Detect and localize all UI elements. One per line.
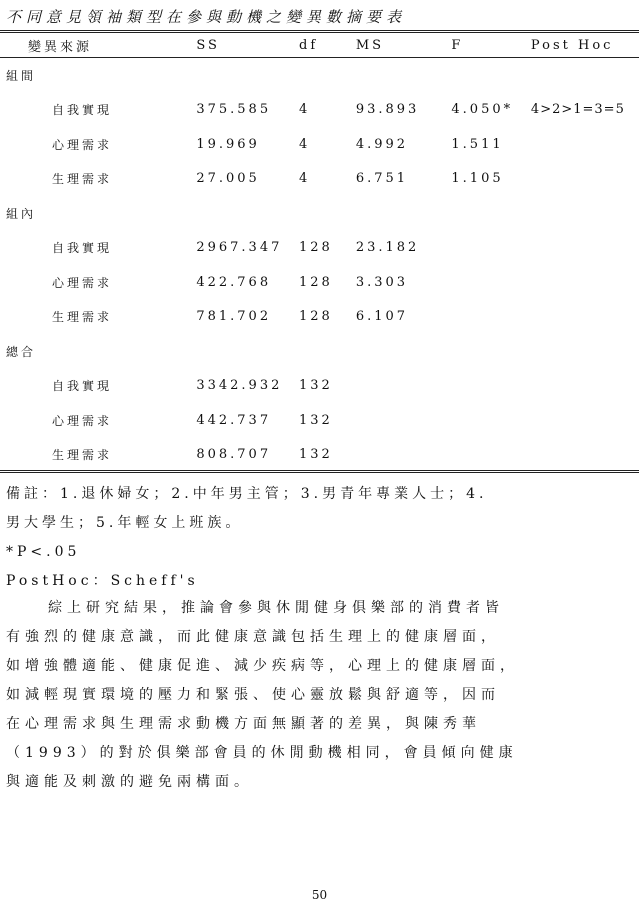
cell-f [451,438,531,473]
cell-f: 1.511 [451,136,504,152]
cell-ss: 27.005 [196,171,260,187]
table-row [0,300,639,335]
cell-posthoc [531,127,639,162]
paragraph-line: 綜上研究結果，推論會參與休閒健身俱樂部的消費者皆 [48,600,504,616]
paragraph-line: 與適能及刺激的避免兩構面。 [6,774,253,790]
table-row [0,231,639,266]
paragraph-line: 在心理需求與生理需求動機方面無顯著的差異，與陳秀華 [6,716,481,732]
row-label: 心理需求 [52,275,113,290]
header-source: 變異來源 [28,39,93,55]
table-title: 不同意見領袖類型在參與動機之變異數摘要表 [6,8,407,26]
cell-posthoc [531,265,639,300]
cell-ss: 808.707 [196,447,272,463]
body-paragraph [6,594,636,797]
table-header-row [0,32,639,58]
cell-posthoc [531,300,639,335]
group-label: 組內 [6,206,37,221]
table-row [0,438,639,473]
table-row [0,93,639,128]
cell-df: 4 [299,102,311,118]
table-row [0,127,639,162]
cell-posthoc [531,162,639,197]
paragraph-line: 有強烈的健康意識，而此健康意識包括生理上的健康層面， [6,629,500,645]
cell-ss: 19.969 [196,136,260,152]
cell-ms [356,369,452,404]
cell-df: 128 [299,274,333,290]
table-row [0,265,639,300]
group-row [0,334,639,369]
cell-df: 128 [299,240,333,256]
paragraph-line: （1993）的對於俱樂部會員的休閒動機相同，會員傾向健康 [6,745,518,761]
cell-f [451,403,531,438]
cell-df: 128 [299,309,333,325]
cell-f [451,300,531,335]
cell-posthoc [531,438,639,473]
cell-ms: 3.303 [355,274,409,290]
group-label: 組間 [6,68,37,83]
cell-ms [356,403,452,438]
row-label: 心理需求 [52,413,113,428]
cell-df: 4 [299,136,311,152]
group-row [0,58,639,93]
cell-ms [356,438,452,473]
cell-ss: 422.768 [196,274,272,290]
cell-f [451,369,531,404]
cell-df: 4 [299,171,311,187]
cell-df: 132 [299,378,333,394]
header-ms: MS [355,37,385,53]
note-line-2: 男大學生；5.年輕女上班族。 [6,515,244,531]
significance-note: *P<.05 [6,544,81,560]
cell-posthoc [531,369,639,404]
cell-df: 132 [299,412,333,428]
header-ss: SS [196,37,220,53]
table-notes [6,480,636,596]
cell-df: 132 [299,447,333,463]
cell-ms: 23.182 [355,240,420,256]
cell-ms: 93.893 [355,102,420,118]
cell-f: 4.050* [451,102,514,118]
table-row [0,403,639,438]
row-label: 自我實現 [52,379,113,394]
table-row [0,369,639,404]
anova-table [0,32,639,472]
table-row [0,162,639,197]
row-label: 生理需求 [52,448,113,463]
row-label: 生理需求 [52,310,113,325]
cell-ss: 2967.347 [196,240,283,256]
cell-ss: 442.737 [196,412,272,428]
header-df: df [299,37,319,53]
cell-ss: 781.702 [196,309,272,325]
cell-posthoc [531,231,639,266]
paragraph-line: 如減輕現實環境的壓力和緊張、使心靈放鬆與舒適等，因而 [6,687,500,703]
group-row [0,196,639,231]
cell-f: 1.105 [451,171,504,187]
cell-ss: 3342.932 [196,378,283,394]
posthoc-note: PostHoc：Scheff's [6,573,199,589]
note-line-1: 備註：1.退休婦女；2.中年男主管；3.男青年專業人士；4. [6,486,488,502]
table-bottom-rule [0,470,639,473]
paragraph-line: 如增強體適能、健康促進、減少疾病等，心理上的健康層面， [6,658,519,674]
cell-ms: 6.751 [355,171,409,187]
group-label: 總合 [6,344,37,359]
row-label: 自我實現 [52,241,113,256]
row-label: 心理需求 [52,137,113,152]
cell-ms: 6.107 [355,309,409,325]
cell-ms: 4.992 [355,136,409,152]
cell-posthoc [531,403,639,438]
header-posthoc: Post Hoc [530,37,614,53]
row-label: 生理需求 [52,172,113,187]
page-number: 50 [311,888,328,902]
row-label: 自我實現 [52,103,113,118]
table-header-rule [0,57,639,58]
cell-f [451,265,531,300]
cell-posthoc: 4>2>1=3=5 [530,102,625,118]
header-f: F [451,37,464,53]
cell-f [451,231,531,266]
cell-ss: 375.585 [196,102,272,118]
